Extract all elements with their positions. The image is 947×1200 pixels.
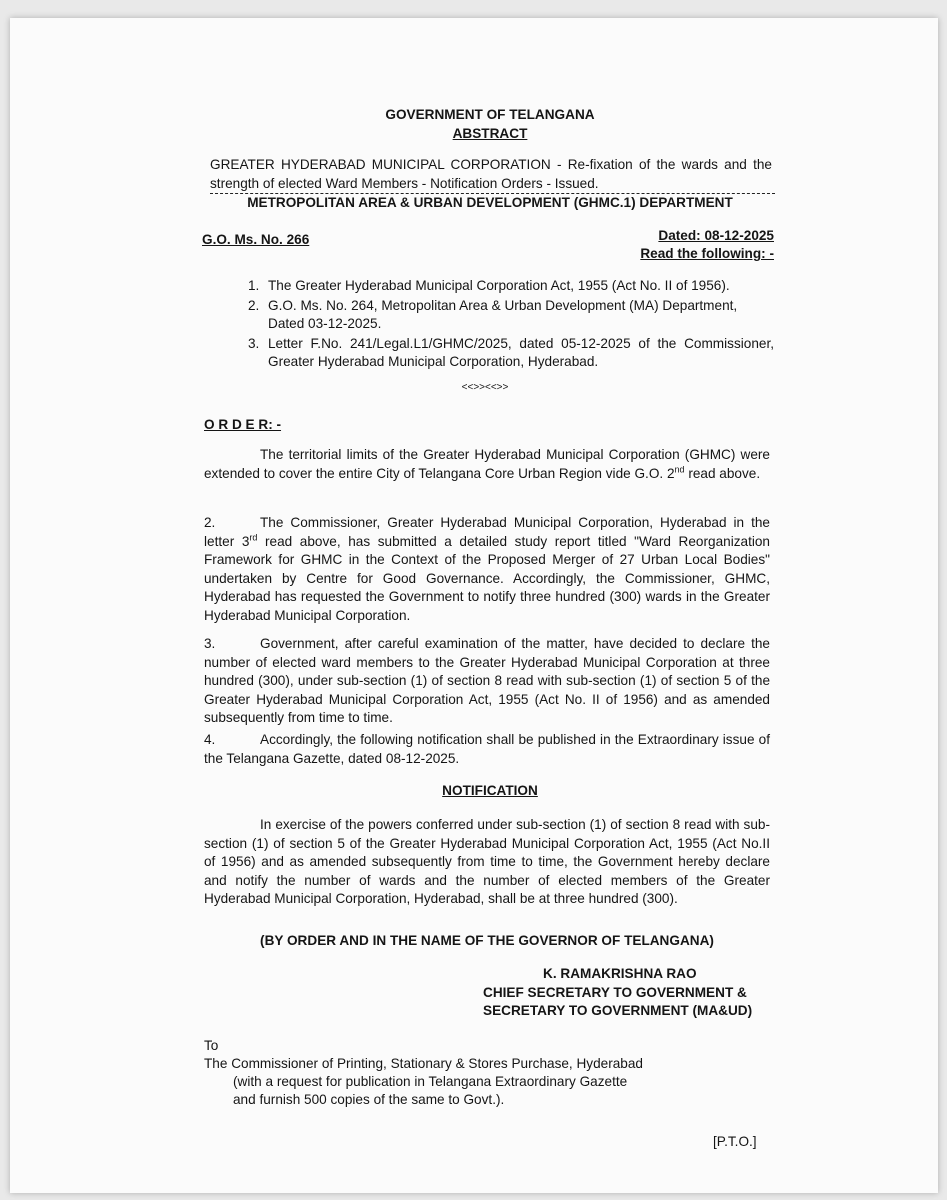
order-heading: O R D E R: - xyxy=(204,417,282,432)
reference-text: Letter F.No. 241/Legal.L1/GHMC/2025, dated 05-12-2025 of the Commissioner, Greater Hyderabad Municipal Corporation, Hyderabad. xyxy=(268,335,774,369)
paragraph-1-text-end: read above. xyxy=(684,465,761,481)
reference-text: The Greater Hyderabad Municipal Corporation Act, 1955 (Act No. II of 1956). xyxy=(268,278,730,293)
reference-text: G.O. Ms. No. 264, Metropolitan Area & Urban Development (MA) Department, Dated 03-12-2025. xyxy=(268,297,738,331)
paragraph-1-text: The territorial limits of the Greater Hyderabad Municipal Corporation (GHMC) were extended to cover the entire City of Telangana Core Urban Region vide G.O. 2 xyxy=(204,447,770,481)
notification-text: In exercise of the powers conferred under sub-section (1) of section 8 read with sub-section (1) of section 5 of the Greater Hyderabad Municipal Corporation Act, 1955 (Act No.II of 1956) and as amended subsequently from time to time, the Government hereby declare and notify the number of wards and the number of elected members of the Greater Hyderabad Municipal Corporation, Hyderabad, shall be at three hundred (300). xyxy=(204,817,770,906)
paragraph-3-text: Government, after careful examination of the matter, have decided to declare the number of elected ward members to the Greater Hyderabad Municipal Corporation at three hundred (300), under sub-section (1) of section 8 read with sub-section (1) of section 5 of the Greater Hyderabad Municipal Corporation Act, 1955 (Act No. II of 1956) and as amended subsequently from time to time. xyxy=(204,636,770,725)
paragraph-2-text: The Commissioner, Greater Hyderabad Municipal Corporation, Hyderabad in the letter 3 xyxy=(204,515,770,549)
recipient-note-1: (with a request for publication in Telangana Extraordinary Gazette xyxy=(233,1074,628,1089)
subject-text: GREATER HYDERABAD MUNICIPAL CORPORATION - Re-fixation of the wards and the strength of elected Ward Members - Notification Orders - Issued. xyxy=(210,157,772,191)
signatory-name: K. RAMAKRISHNA RAO xyxy=(543,966,697,981)
department-heading: METROPOLITAN AREA & URBAN DEVELOPMENT (GHMC.1) DEPARTMENT xyxy=(247,195,733,210)
government-heading: GOVERNMENT OF TELANGANA xyxy=(385,107,595,122)
reference-item xyxy=(248,335,774,372)
notification-heading: NOTIFICATION xyxy=(442,783,538,798)
reference-number: 1. xyxy=(248,278,260,293)
paragraph-4-text: Accordingly, the following notification shall be published in the Extraordinary issue of the Telangana Gazette, dated 08-12-2025. xyxy=(204,732,770,766)
ordinal-suffix: nd xyxy=(674,463,685,474)
reference-item xyxy=(248,297,774,334)
paragraph-3 xyxy=(204,635,770,728)
paragraph-number: 4. xyxy=(204,732,216,747)
recipient-line: The Commissioner of Printing, Stationary & Stores Purchase, Hyderabad xyxy=(204,1056,643,1071)
signatory-title-1: CHIEF SECRETARY TO GOVERNMENT & xyxy=(483,985,747,1000)
paragraph-4 xyxy=(204,731,770,768)
paragraph-2-text-end: read above, has submitted a detailed study report titled "Ward Reorganization Framework for GHMC in the Context of the Proposed Merger of 27 Urban Local Bodies" undertaken by Centre for Good Governance. Accordingly, the Commissioner, GHMC, Hyderabad has requested the Government to notify three hundred (300) wards in the Greater Hyderabad Municipal Corporation. xyxy=(204,533,770,623)
read-following: Read the following: - xyxy=(640,246,774,261)
to-label: To xyxy=(204,1038,219,1053)
paragraph-number: 3. xyxy=(204,636,216,651)
paragraph-number: 2. xyxy=(204,515,216,530)
paragraph-1 xyxy=(204,446,770,483)
abstract-heading: ABSTRACT xyxy=(452,126,528,141)
recipient-note-2: and furnish 500 copies of the same to Govt.). xyxy=(233,1092,505,1107)
section-separator: <<>><<>> xyxy=(461,382,509,393)
paragraph-2 xyxy=(204,514,770,625)
ordinal-suffix: rd xyxy=(249,531,258,542)
references-list xyxy=(248,277,774,373)
signatory-title-2: SECRETARY TO GOVERNMENT (MA&UD) xyxy=(483,1003,753,1018)
reference-item xyxy=(248,277,774,296)
reference-number: 2. xyxy=(248,297,260,313)
pto-marker: [P.T.O.] xyxy=(713,1134,757,1149)
document-page xyxy=(10,18,938,1193)
by-order-line: (BY ORDER AND IN THE NAME OF THE GOVERNOR OF TELANGANA) xyxy=(260,933,714,948)
reference-number: 3. xyxy=(248,335,260,351)
go-date: Dated: 08-12-2025 xyxy=(658,228,774,243)
go-number: G.O. Ms. No. 266 xyxy=(202,232,310,247)
